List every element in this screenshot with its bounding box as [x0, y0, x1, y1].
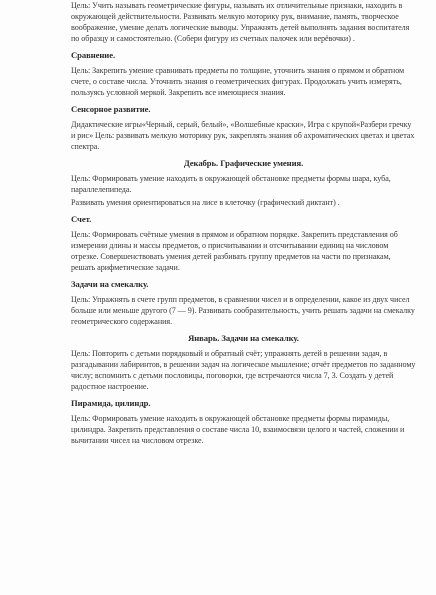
heading-puzzles: Задачи на смекалку.	[71, 279, 149, 289]
heading-counting: Счет.	[71, 214, 92, 224]
heading-pyramid-cylinder: Пирамида, цилиндр.	[71, 398, 151, 408]
paragraph-goal-puzzles: Цель: Упражнять в счете групп предметов, в сравнении чисел и в определении, какое из двух чисел больше или меньше другого (7 — 9). Развивать сообразительность, учить решать задачи на смекалку геометрического содержания.	[71, 295, 415, 326]
paragraph-goal-comparison: Цель: Закрепить умение сравнивать предметы по толщине, уточнить знания о прямом и обратном счете, о составе числа. Уточнить знания о геометрических фигурах. Продолжать учить измерять, пользуясь условной меркой. Закрепить все имеющиеся знания.	[71, 66, 405, 97]
heading-january: Январь. Задачи на смекалку.	[188, 333, 299, 343]
heading-sensory: Сенсорное развитие.	[71, 104, 151, 114]
heading-december: Декабрь. Графические умения.	[183, 158, 304, 168]
paragraph-goal-shapes: Цель: Формировать умение находить в окружающей обстановке предметы формы шара, куба, параллелепипеда.	[71, 174, 391, 194]
paragraph-goal-geometry: Цель: Учить называть геометрические фигуры, называть их отличительные признаки, находить в окружающей действительности. Развивать мелкую моторику рук, внимание, память, творческое воображение, умение делать логические выводы. Упражнять детей выполнять задания воспитателя по образцу и самостоятельно. (Собери фигуру из счетных палочек или верёвочки) .	[71, 1, 410, 43]
heading-comparison: Сравнение.	[71, 50, 116, 60]
document-body	[71, 0, 416, 452]
paragraph-sensory-games: Дидактические игры«Черный, серый, белый», «Волшебные краски», Игра с крупой«Разбери гречку и рис» Цель: развивать мелкую моторику рук, закреплять знания об ахроматических цветах и цветах спектра.	[71, 120, 415, 151]
paragraph-graphic-dictation: Развивать умения ориентироваться на лисе в клеточку (графический диктант) .	[71, 198, 340, 207]
paragraph-goal-counting: Цель: Формировать счётные умения в прямом и обратном порядке. Закрепить представления об измерении длины и массы предметов, о присчитывании и отсчитывании единиц на числовом отрезке. Совершенствовать умения детей разбивать группу предметов на части по признакам, решать арифметические задачи.	[71, 230, 398, 272]
paragraph-goal-pyramid: Цель: Формировать умение находить в окружающей обстановке предметы формы пирамиды, цилиндра. Закрепить представления о составе числа 10, взаимосвязи целого и частей, сложении и вычитании чисел на числовом отрезке.	[71, 414, 405, 445]
paragraph-goal-january: Цель: Повторить с детьми порядковый и обратный счёт; упражнять детей в решении задач, в разгадывании лабиринтов, в решении задач на логическое мышление; отчёт предметов по заданному числу; вспомнить с детьми пословицы, поговорки, где встречаются числа 7, 3. Создать у детей радостное настроение.	[71, 349, 416, 391]
